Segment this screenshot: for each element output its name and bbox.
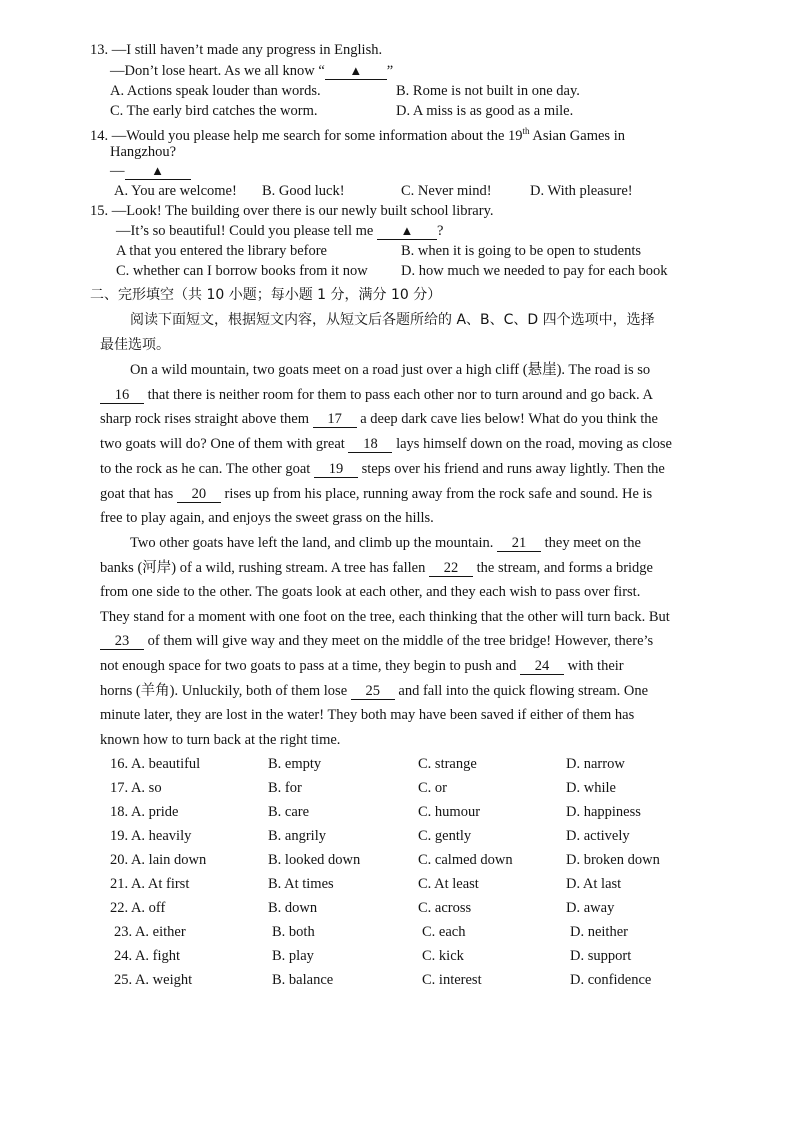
q14-blank: [125, 163, 191, 180]
choice-17-d: D. while: [566, 780, 616, 796]
passage-line: [100, 459, 665, 479]
blank-number: 23: [100, 633, 144, 650]
passage-text: from one side to the other. The goats look at each other, and they each wish to pass over first.: [100, 584, 641, 601]
q14-stem-pre: 14. —Would you please help me search for some information about the 19: [90, 127, 523, 144]
choice-19-b: B. angrily: [268, 828, 326, 844]
blank-number: 20: [177, 486, 221, 503]
choice-20-b: B. looked down: [268, 852, 361, 868]
q15-reply-pre: —It’s so beautiful! Could you please tell me: [116, 223, 374, 239]
passage-text: horns (羊角). Unluckily, both of them lose: [100, 682, 351, 699]
choice-22-c: C. across: [418, 900, 472, 916]
choice-23-c: C. each: [422, 924, 466, 940]
q14-stem-sup: th: [522, 126, 530, 136]
q13-reply: [110, 61, 393, 81]
passage-text: of them will give way and they meet on the middle of the tree bridge! However, there’s: [144, 633, 654, 650]
passage-text: lays himself down on the road, moving as close: [392, 436, 672, 453]
passage-text: sharp rock rises straight above them: [100, 411, 313, 428]
blank-number: 16: [100, 387, 144, 404]
passage-text: a deep dark cave lies below! What do you think the: [356, 411, 658, 428]
q14-reply-pre: —: [110, 163, 125, 179]
passage-line: [100, 656, 624, 676]
choice-20-c: C. calmed down: [418, 852, 513, 868]
passage-text: they meet on the: [541, 535, 641, 551]
choice-22-a: 22. A. off: [110, 900, 166, 916]
passage-text: and fall into the quick flowing stream. One: [394, 682, 649, 699]
passage-line: [100, 558, 653, 578]
passage-text: not enough space for two goats to pass at a time, they begin to push and: [100, 658, 521, 674]
passage-line: [100, 631, 653, 651]
passage-line: [130, 533, 641, 553]
choice-24-d: D. support: [570, 948, 632, 964]
q14-stem-post: Asian Games in: [529, 127, 625, 144]
section-instruction-line1: 阅读下面短文，根据短文内容，从短文后各题所给的 A、B、C、D 四个选项中，选择: [130, 312, 655, 328]
passage-line: [100, 705, 634, 725]
q13-option-d: D. A miss is as good as a mile.: [396, 103, 574, 119]
choice-16-b: B. empty: [268, 756, 322, 772]
passage-text: the stream, and forms a bridge: [473, 559, 653, 576]
choice-20-a: 20. A. lain down: [110, 852, 207, 868]
q15-option-c: C. whether can I borrow books from it now: [116, 263, 368, 279]
choice-25-a: 25. A. weight: [114, 972, 193, 988]
choice-19-a: 19. A. heavily: [110, 828, 192, 844]
blank-number: 25: [351, 683, 395, 700]
q15-stem: 15. —Look! The building over there is our newly built school library.: [90, 203, 494, 219]
passage-text: minute later, they are lost in the water! They both may have been saved if either of them has: [100, 707, 635, 724]
q15-reply-post: ?: [436, 223, 444, 239]
choice-22-b: B. down: [268, 900, 318, 916]
passage-line: [130, 360, 650, 380]
q15-option-a: A that you entered the library before: [116, 243, 327, 259]
q13-reply-post: ”: [386, 63, 394, 79]
choice-16-a: 16. A. beautiful: [110, 756, 201, 772]
blank-number: 18: [348, 436, 392, 453]
section-title: 二、完形填空（共 10 小题；每小题 1 分，满分 10 分）: [90, 287, 442, 303]
choice-19-c: C. gently: [418, 828, 472, 844]
passage-line: [100, 582, 640, 602]
passage-text: free to play again, and enjoys the sweet grass on the hills.: [100, 510, 434, 527]
choice-25-d: D. confidence: [570, 972, 652, 988]
section-instruction-line2: 最佳选项。: [100, 337, 170, 353]
choice-23-a: 23. A. either: [114, 924, 186, 940]
passage-line: [100, 607, 670, 627]
q13-reply-pre: —Don’t lose heart. As we all know “: [110, 63, 325, 79]
passage-text: They stand for a moment with one foot on the tree, each thinking that the other will turn back. But: [100, 608, 670, 625]
choice-23-b: B. both: [272, 924, 315, 940]
passage-text: goat that has: [100, 485, 177, 502]
passage-text: banks (河岸) of a wild, rushing stream. A tree has fallen: [100, 559, 429, 576]
passage-text: On a wild mountain, two goats meet on a road just over a high cliff (悬崖). The road is so: [130, 362, 651, 378]
choice-17-a: 17. A. so: [110, 780, 162, 796]
q15-option-b: B. when it is going to be open to students: [401, 243, 642, 259]
choice-19-d: D. actively: [566, 828, 630, 844]
passage-line: [100, 409, 658, 429]
choice-24-c: C. kick: [422, 948, 464, 964]
choice-21-a: 21. A. At first: [110, 876, 190, 892]
q13-blank: [325, 63, 387, 80]
passage-line: [100, 484, 652, 504]
choice-18-c: C. humour: [418, 804, 481, 820]
q14-option-d: D. With pleasure!: [530, 183, 633, 199]
choice-21-b: B. At times: [268, 876, 334, 892]
q13-stem: 13. —I still haven’t made any progress in English.: [90, 42, 383, 58]
choice-18-a: 18. A. pride: [110, 804, 179, 820]
choice-24-b: B. play: [272, 948, 314, 964]
passage-text: to the rock as he can. The other goat: [100, 460, 314, 477]
choice-18-d: D. happiness: [566, 804, 641, 820]
q15-option-d: D. how much we needed to pay for each book: [401, 263, 668, 279]
q14-option-a: A. You are welcome!: [114, 183, 237, 199]
passage-line: [100, 681, 648, 701]
passage-text: that there is neither room for them to pass each other nor to turn around and go back. A: [144, 386, 653, 403]
blank-triangle-icon: ▲: [151, 163, 164, 178]
choice-17-b: B. for: [268, 780, 302, 796]
choice-25-c: C. interest: [422, 972, 482, 988]
choice-24-a: 24. A. fight: [114, 948, 181, 964]
choice-16-c: C. strange: [418, 756, 477, 772]
q14-reply: [110, 161, 191, 181]
choice-17-c: C. or: [418, 780, 447, 796]
passage-text: rises up from his place, running away from the rock safe and sound. He is: [220, 485, 653, 502]
blank-triangle-icon: ▲: [349, 63, 363, 78]
blank-number: 17: [313, 411, 357, 428]
q13-option-b: B. Rome is not built in one day.: [396, 83, 580, 99]
choice-18-b: B. care: [268, 804, 310, 820]
q13-option-c: C. The early bird catches the worm.: [110, 103, 318, 119]
choice-21-d: D. At last: [566, 876, 622, 892]
passage-text: with their: [564, 658, 624, 674]
blank-number: 19: [314, 461, 358, 478]
q13-option-a: A. Actions speak louder than words.: [110, 83, 321, 99]
choice-23-d: D. neither: [570, 924, 628, 940]
choice-22-d: D. away: [566, 900, 615, 916]
q14-stem-line2: Hangzhou?: [110, 144, 177, 160]
passage-text: known how to turn back at the right time.: [100, 731, 341, 748]
passage-text: steps over his friend and runs away lightly. Then the: [357, 460, 665, 477]
passage-line: [100, 385, 653, 405]
blank-number: 24: [520, 658, 564, 675]
blank-triangle-icon: ▲: [400, 223, 414, 238]
choice-20-d: D. broken down: [566, 852, 660, 868]
blank-number: 21: [497, 535, 541, 552]
passage-line: [100, 434, 672, 454]
choice-25-b: B. balance: [272, 972, 334, 988]
q15-reply: [116, 221, 443, 241]
choice-21-c: C. At least: [418, 876, 479, 892]
q14-option-c: C. Never mind!: [401, 183, 492, 199]
q14-option-b: B. Good luck!: [262, 183, 345, 199]
passage-line: [100, 508, 434, 528]
q15-blank: [377, 223, 437, 240]
blank-number: 22: [429, 560, 473, 577]
passage-text: two goats will do? One of them with great: [100, 436, 349, 453]
passage-text: Two other goats have left the land, and climb up the mountain.: [130, 535, 498, 551]
choice-16-d: D. narrow: [566, 756, 625, 772]
passage-line: [100, 730, 340, 750]
